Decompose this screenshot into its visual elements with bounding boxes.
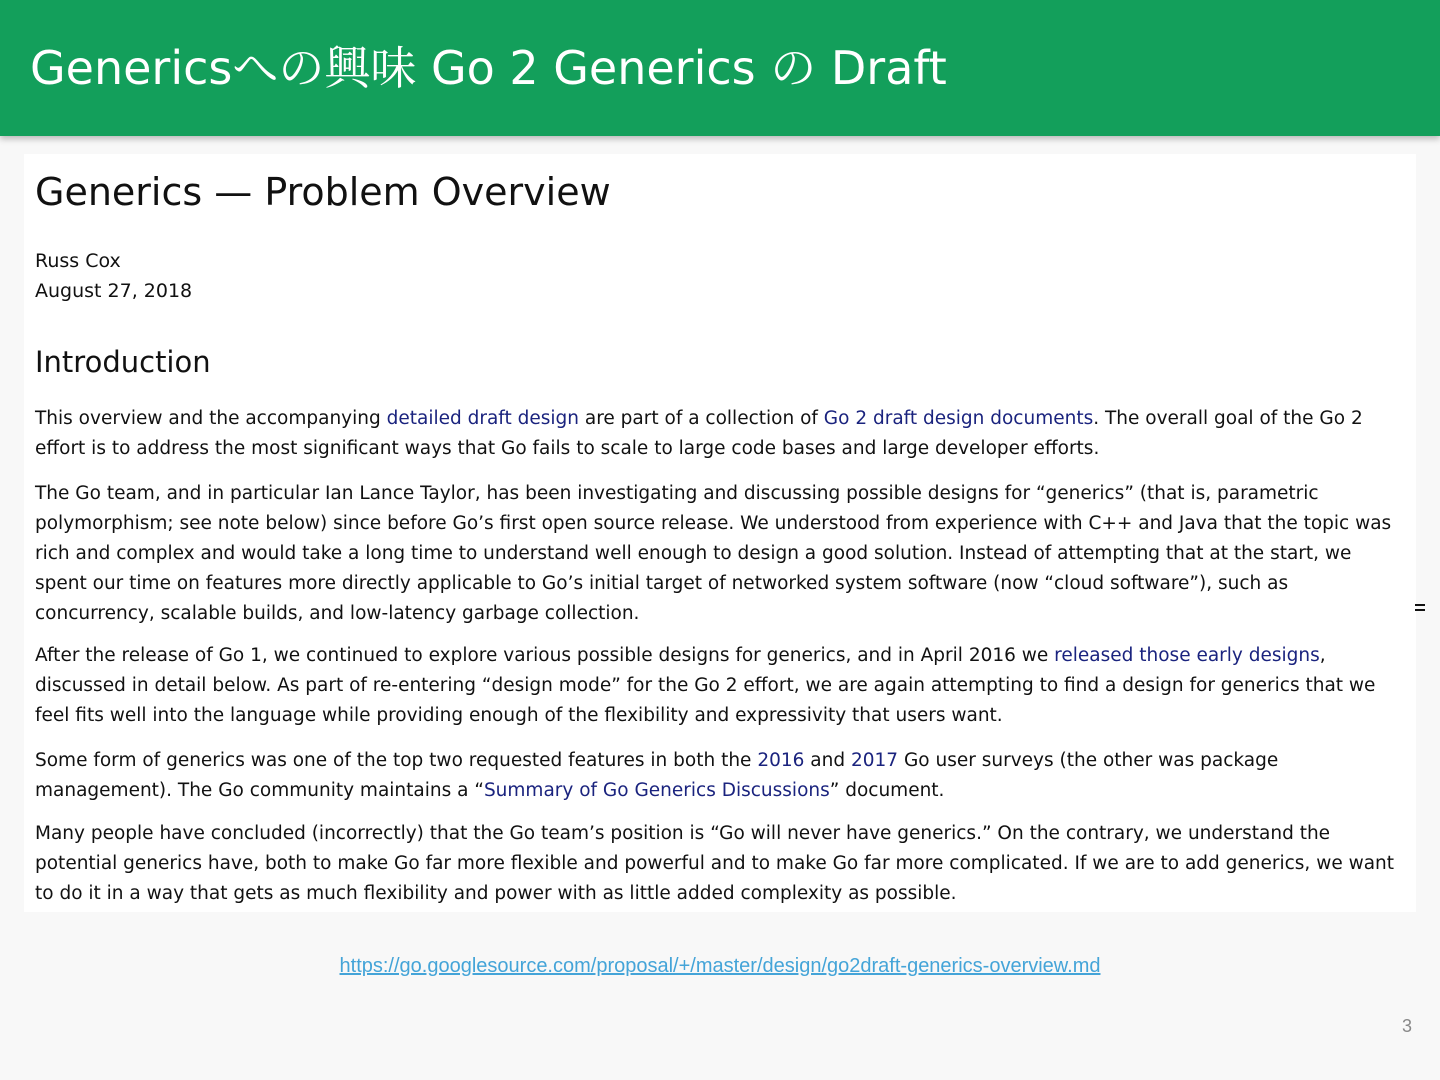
go2-draft-design-documents-link[interactable]: Go 2 draft design documents — [823, 408, 1094, 429]
paragraph-text: This overview and the accompanying — [35, 408, 387, 429]
slide-header — [0, 0, 1440, 136]
source-url-link[interactable]: https://go.googlesource.com/proposal/+/master/design/go2draft-generics-overview.md — [339, 955, 1101, 977]
paragraph-1 — [35, 404, 1407, 464]
menu-lines-icon — [1415, 604, 1425, 614]
paragraph-4 — [35, 746, 1407, 806]
paragraph-text: Go user surveys (the other was package management). The Go community maintains a “ — [35, 750, 1279, 801]
source-link-container — [0, 952, 1440, 980]
slide-title: Genericsへの興味 Go 2 Generics の Draft — [30, 41, 947, 95]
paragraph-text: . The overall goal of the Go 2 effort is to address the most significant ways that Go fails to scale to large code bases and large developer efforts. — [35, 408, 1363, 459]
paragraph-text: , discussed in detail below. As part of re-entering “design mode” for the Go 2 effort, we are again attempting to find a design for generics that we feel fits well into the language while providing enough of the flexibility and expressivity that users want. — [35, 645, 1376, 726]
survey-2017-link[interactable]: 2017 — [851, 750, 899, 771]
section-heading: Introduction — [35, 345, 211, 379]
paragraph-2: The Go team, and in particular Ian Lance Taylor, has been investigating and discussing possible designs for “generics” (that is, parametric polymorphism; see note below) since before Go’s first open source release. We understood from experience with C++ and Java that the topic was rich and complex and would take a long time to understand well enough to design a good solution. Instead of attempting that at the start, we spent our time on features more directly applicable to Go’s initial target of networked system software (now “cloud software”), such as concurrency, scalable builds, and low-latency garbage collection. — [35, 483, 1392, 624]
page-number: 3 — [1401, 1016, 1412, 1036]
paragraph-text: ” document. — [829, 780, 945, 801]
paragraph-3 — [35, 641, 1407, 731]
document-author: Russ Cox — [35, 250, 121, 272]
released-early-designs-link[interactable]: released those early designs — [1054, 645, 1320, 666]
document-screenshot — [24, 154, 1416, 912]
generics-discussions-summary-link[interactable]: Summary of Go Generics Discussions — [483, 780, 830, 801]
document-date: August 27, 2018 — [35, 280, 193, 302]
survey-2016-link[interactable]: 2016 — [757, 750, 805, 771]
paragraph-text: Some form of generics was one of the top two requested features in both the — [35, 750, 758, 771]
paragraph-text: After the release of Go 1, we continued to explore various possible designs for generics, and in April 2016 we — [35, 645, 1055, 666]
paragraph-5: Many people have concluded (incorrectly) that the Go team’s position is “Go will never have generics.” On the contrary, we understand the potential generics have, both to make Go far more flexible and powerful and to make Go far more complicated. If we are to add generics, we want to do it in a way that gets as much flexibility and power with as little added complexity as possible. — [35, 823, 1395, 904]
paragraph-text: are part of a collection of — [579, 408, 824, 429]
detailed-draft-design-link[interactable]: detailed draft design — [386, 408, 579, 429]
document-title: Generics — Problem Overview — [35, 170, 611, 214]
paragraph-text: and — [804, 750, 851, 771]
